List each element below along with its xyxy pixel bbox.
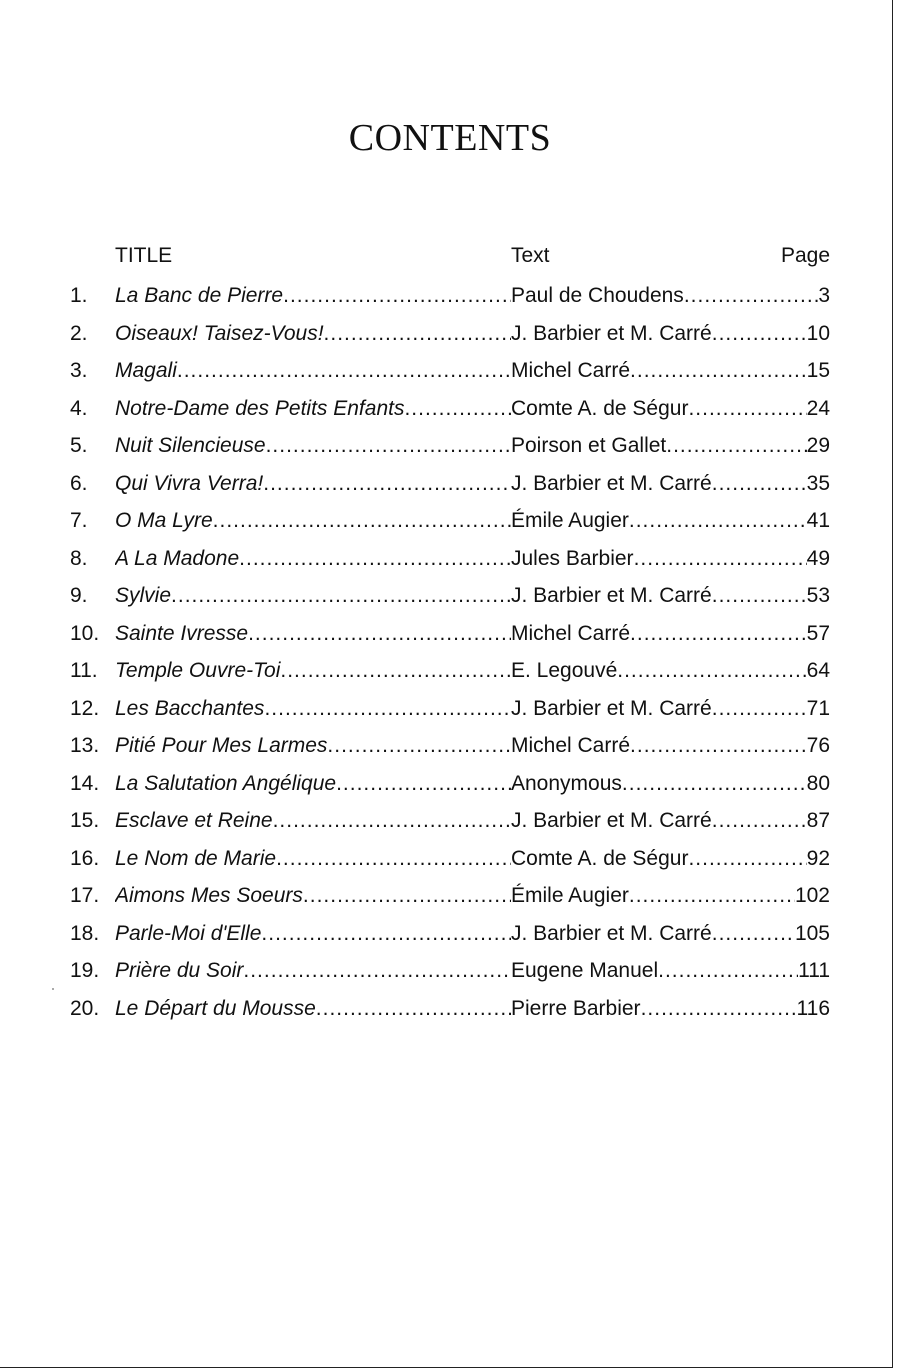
entry-title: Le Départ du Mousse — [115, 996, 316, 1020]
entry-text-cell — [511, 919, 830, 949]
dot-leader — [283, 281, 511, 311]
entry-page: 53 — [806, 584, 830, 607]
toc-entry — [0, 506, 900, 544]
toc-entry — [0, 281, 900, 319]
entry-text-cell — [511, 694, 830, 724]
entry-author: J. Barbier et M. Carré — [511, 809, 712, 832]
entry-title-cell — [115, 731, 511, 761]
toc-entry — [0, 356, 900, 394]
dot-leader — [273, 806, 511, 836]
dot-leader — [630, 731, 807, 761]
entry-text-cell — [511, 844, 830, 874]
toc-entry — [0, 956, 900, 994]
entry-author: Jules Barbier — [511, 546, 634, 570]
dot-leader — [617, 656, 806, 686]
entry-author: Comte A. de Ségur — [511, 846, 689, 870]
entry-author: J. Barbier et M. Carré — [511, 584, 712, 607]
entry-title: Qui Vivra Verra! — [115, 471, 264, 495]
dot-leader — [280, 656, 511, 686]
dot-leader — [243, 956, 511, 986]
entry-text-cell — [511, 506, 830, 536]
dot-leader — [712, 806, 807, 836]
entry-text-cell — [511, 544, 830, 574]
entry-number: 4. — [70, 396, 88, 420]
entry-title: Esclave et Reine — [115, 809, 273, 832]
dot-leader — [630, 619, 807, 649]
entry-author: Émile Augier — [511, 509, 629, 532]
entry-page: 49 — [806, 546, 830, 570]
entry-title: La Banc de Pierre — [115, 284, 284, 307]
entry-title-cell — [115, 694, 511, 724]
scan-speck — [52, 988, 54, 990]
dot-leader — [688, 844, 806, 874]
dot-leader — [641, 994, 797, 1024]
dot-leader — [712, 581, 807, 611]
entry-title-cell — [115, 356, 511, 386]
entry-number: 5. — [70, 434, 88, 457]
entry-page: 105 — [794, 921, 830, 945]
dot-leader — [264, 694, 511, 724]
entry-title: Les Bacchantes — [115, 696, 265, 720]
toc-entry — [0, 394, 900, 432]
entry-page: 116 — [796, 996, 830, 1020]
toc-entry — [0, 806, 900, 844]
dot-leader — [684, 281, 819, 311]
entry-author: Michel Carré — [511, 621, 631, 645]
entry-author: J. Barbier et M. Carré — [511, 696, 712, 720]
dot-leader — [629, 506, 807, 536]
column-headers — [0, 244, 900, 274]
dot-leader — [248, 619, 511, 649]
entry-title: Le Nom de Marie — [115, 846, 277, 870]
entry-title-cell — [115, 956, 511, 986]
entry-text-cell — [511, 731, 830, 761]
dot-leader — [303, 881, 511, 911]
entry-title: Parle-Moi d'Elle — [115, 921, 262, 945]
entry-page: 87 — [806, 809, 830, 832]
dot-leader — [324, 319, 511, 349]
entry-author: J. Barbier et M. Carré — [511, 921, 712, 945]
entry-title-cell — [115, 919, 511, 949]
entry-title-cell — [115, 281, 511, 311]
entry-number: 9. — [70, 584, 88, 607]
dot-leader — [316, 994, 511, 1024]
entry-number: 13. — [70, 734, 100, 757]
dot-leader — [630, 356, 807, 386]
entry-page: 111 — [798, 959, 830, 982]
toc-entry — [0, 469, 900, 507]
dot-leader — [658, 956, 798, 986]
entry-author: Eugene Manuel — [511, 959, 659, 982]
dot-leader — [266, 431, 511, 461]
dot-leader — [263, 469, 511, 499]
dot-leader — [622, 769, 807, 799]
entry-number: 16. — [70, 846, 100, 870]
entry-title-cell — [115, 806, 511, 836]
entry-text-cell — [511, 469, 830, 499]
entry-author: Paul de Choudens — [511, 284, 684, 307]
entry-number: 10. — [70, 621, 100, 645]
entry-page: 29 — [806, 434, 830, 457]
entry-author: E. Legouvé — [511, 659, 618, 682]
entry-page: 71 — [806, 696, 830, 720]
entry-title: Aimons Mes Soeurs — [115, 884, 303, 907]
entry-title: A La Madone — [115, 546, 240, 570]
title-column-header: TITLE — [115, 244, 173, 267]
page-title: CONTENTS — [348, 117, 552, 159]
entry-title: Notre-Dame des Petits Enfants — [115, 396, 405, 420]
entry-text-cell — [511, 994, 830, 1024]
dot-leader — [712, 694, 807, 724]
dot-leader — [336, 769, 511, 799]
entry-title-cell — [115, 544, 511, 574]
toc-entry — [0, 431, 900, 469]
entry-text-cell — [511, 806, 830, 836]
entry-author: Michel Carré — [511, 734, 631, 757]
entry-number: 14. — [70, 771, 100, 795]
entry-title: Sainte Ivresse — [115, 621, 249, 645]
entry-title: Sylvie — [115, 584, 172, 607]
toc-entry — [0, 544, 900, 582]
entry-title: Nuit Silencieuse — [115, 434, 266, 457]
entry-text-cell — [511, 581, 830, 611]
entry-number: 1. — [70, 284, 88, 307]
entry-text-cell — [511, 319, 830, 349]
dot-leader — [327, 731, 511, 761]
entry-author: Michel Carré — [511, 359, 631, 382]
entry-number: 2. — [70, 321, 88, 345]
entry-number: 15. — [70, 809, 100, 832]
toc-entry — [0, 694, 900, 732]
entry-title: Prière du Soir — [115, 959, 244, 982]
entry-page: 3 — [818, 284, 830, 307]
entry-number: 8. — [70, 546, 88, 570]
dot-leader — [171, 581, 511, 611]
dot-leader — [666, 431, 806, 461]
dot-leader — [712, 319, 807, 349]
entry-author: Émile Augier — [511, 884, 629, 907]
dot-leader — [404, 394, 511, 424]
toc-entry — [0, 844, 900, 882]
dot-leader — [712, 469, 807, 499]
entry-text-cell — [511, 956, 830, 986]
entry-author: J. Barbier et M. Carré — [511, 321, 712, 345]
entry-title-cell — [115, 394, 511, 424]
entry-title-cell — [115, 844, 511, 874]
toc-entry — [0, 994, 900, 1032]
entry-author: Poirson et Gallet — [511, 434, 667, 457]
entry-page: 24 — [806, 396, 830, 420]
entry-page: 41 — [806, 509, 830, 532]
entry-text-cell — [511, 619, 830, 649]
dot-leader — [712, 919, 795, 949]
entry-text-cell — [511, 881, 830, 911]
entry-title-cell — [115, 469, 511, 499]
toc-entry — [0, 919, 900, 957]
toc-entry — [0, 881, 900, 919]
toc-entry — [0, 769, 900, 807]
entry-title-cell — [115, 619, 511, 649]
entry-title-cell — [115, 769, 511, 799]
entry-number: 17. — [70, 884, 100, 907]
entry-author: Pierre Barbier — [511, 996, 641, 1020]
contents-list — [0, 281, 900, 1031]
entry-text-cell — [511, 769, 830, 799]
toc-entry — [0, 619, 900, 657]
dot-leader — [629, 881, 795, 911]
entry-text-cell — [511, 431, 830, 461]
page-column-header: Page — [780, 244, 830, 267]
entry-author: J. Barbier et M. Carré — [511, 471, 712, 495]
entry-number: 20. — [70, 996, 100, 1020]
dot-leader — [239, 544, 511, 574]
entry-page: 80 — [806, 771, 830, 795]
entry-author: Comte A. de Ségur — [511, 396, 689, 420]
entry-number: 19. — [70, 959, 100, 982]
entry-title-cell — [115, 656, 511, 686]
entry-title: Pitié Pour Mes Larmes — [115, 734, 328, 757]
entry-title: Magali — [115, 359, 177, 382]
entry-number: 12. — [70, 696, 100, 720]
toc-entry — [0, 581, 900, 619]
entry-page: 35 — [806, 471, 830, 495]
entry-page: 64 — [806, 659, 830, 682]
entry-page: 92 — [806, 846, 830, 870]
entry-text-cell — [511, 656, 830, 686]
entry-text-cell — [511, 281, 830, 311]
entry-number: 11. — [70, 659, 98, 682]
entry-title-cell — [115, 431, 511, 461]
entry-page: 76 — [806, 734, 830, 757]
entry-number: 18. — [70, 921, 100, 945]
dot-leader — [177, 356, 511, 386]
entry-text-cell — [511, 356, 830, 386]
dot-leader — [261, 919, 511, 949]
toc-entry — [0, 319, 900, 357]
entry-title-cell — [115, 881, 511, 911]
entry-number: 7. — [70, 509, 88, 532]
toc-entry — [0, 731, 900, 769]
entry-title-cell — [115, 319, 511, 349]
entry-number: 3. — [70, 359, 88, 382]
entry-page: 10 — [806, 321, 830, 345]
entry-page: 102 — [794, 884, 830, 907]
entry-number: 6. — [70, 471, 88, 495]
entry-title: O Ma Lyre — [115, 509, 213, 532]
entry-title: Oiseaux! Taisez-Vous! — [115, 321, 324, 345]
entry-page: 57 — [806, 621, 830, 645]
text-column-header: Text — [511, 244, 550, 267]
dot-leader — [276, 844, 511, 874]
toc-entry — [0, 656, 900, 694]
entry-title: La Salutation Angélique — [115, 771, 337, 795]
entry-page: 15 — [806, 359, 830, 382]
entry-author: Anonymous — [511, 771, 622, 795]
entry-title-cell — [115, 506, 511, 536]
dot-leader — [688, 394, 806, 424]
dot-leader — [634, 544, 807, 574]
entry-title: Temple Ouvre-Toi — [115, 659, 281, 682]
entry-text-cell — [511, 394, 830, 424]
dot-leader — [213, 506, 511, 536]
entry-title-cell — [115, 994, 511, 1024]
entry-title-cell — [115, 581, 511, 611]
